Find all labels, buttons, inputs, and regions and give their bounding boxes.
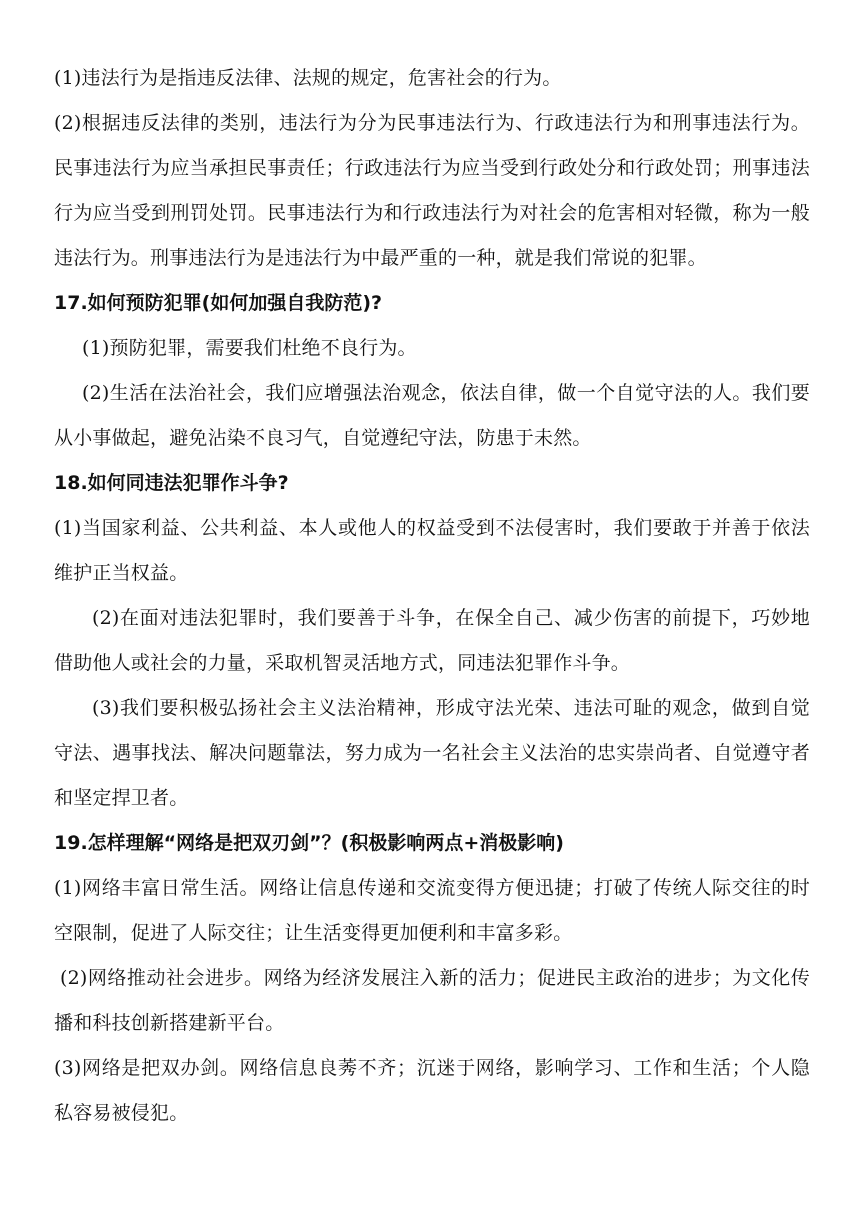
heading-17: 17.如何预防犯罪(如何加强自我防范)? [54,292,383,314]
paragraph-18-3: (3)我们要积极弘扬社会主义法治精神，形成守法光荣、违法可耻的观念，做到自觉守法、遇事找法、解决问题靠法，努力成为一名社会主义法治的忠实崇尚者、自觉遵守者和坚定捍卫者。 [54,697,810,809]
paragraph-19-3: (3)网络是把双办剑。网络信息良莠不齐；沉迷于网络，影响学习、工作和生活；个人隐私容易被侵犯。 [54,1057,810,1124]
heading-19: 19.怎样理解“网络是把双刃剑”？(积极影响两点+消极影响) [54,832,564,854]
document-page [54,56,810,1136]
paragraph-17-1: (1)预防犯罪，需要我们杜绝不良行为。 [82,337,417,359]
paragraph-17-2: (2)生活在法治社会，我们应增强法治观念，依法自律，做一个自觉守法的人。我们要从小事做起，避免沾染不良习气，自觉遵纪守法，防患于未然。 [54,382,810,449]
paragraph-19-2: (2)网络推动社会进步。网络为经济发展注入新的活力；促进民主政治的进步；为文化传播和科技创新搭建新平台。 [54,967,810,1034]
paragraph-18-2: (2)在面对违法犯罪时，我们要善于斗争，在保全自己、减少伤害的前提下，巧妙地借助他人或社会的力量，采取机智灵活地方式，同违法犯罪作斗争。 [54,607,810,674]
paragraph-18-1: (1)当国家利益、公共利益、本人或他人的权益受到不法侵害时，我们要敢于并善于依法维护正当权益。 [54,517,810,584]
paragraph-illegal-categories: (2)根据违反法律的类别，违法行为分为民事违法行为、行政违法行为和刑事违法行为。民事违法行为应当承担民事责任；行政违法行为应当受到行政处分和行政处罚；刑事违法行为应当受到刑罚处罚。民事违法行为和行政违法行为对社会的危害相对轻微，称为一般违法行为。刑事违法行为是违法行为中最严重的一种，就是我们常说的犯罪。 [54,112,810,269]
heading-18: 18.如何同违法犯罪作斗争? [54,472,289,494]
paragraph-illegal-definition: (1)违法行为是指违反法律、法规的规定，危害社会的行为。 [54,67,562,89]
paragraph-19-1: (1)网络丰富日常生活。网络让信息传递和交流变得方便迅捷；打破了传统人际交往的时空限制，促进了人际交往；让生活变得更加便利和丰富多彩。 [54,877,810,944]
